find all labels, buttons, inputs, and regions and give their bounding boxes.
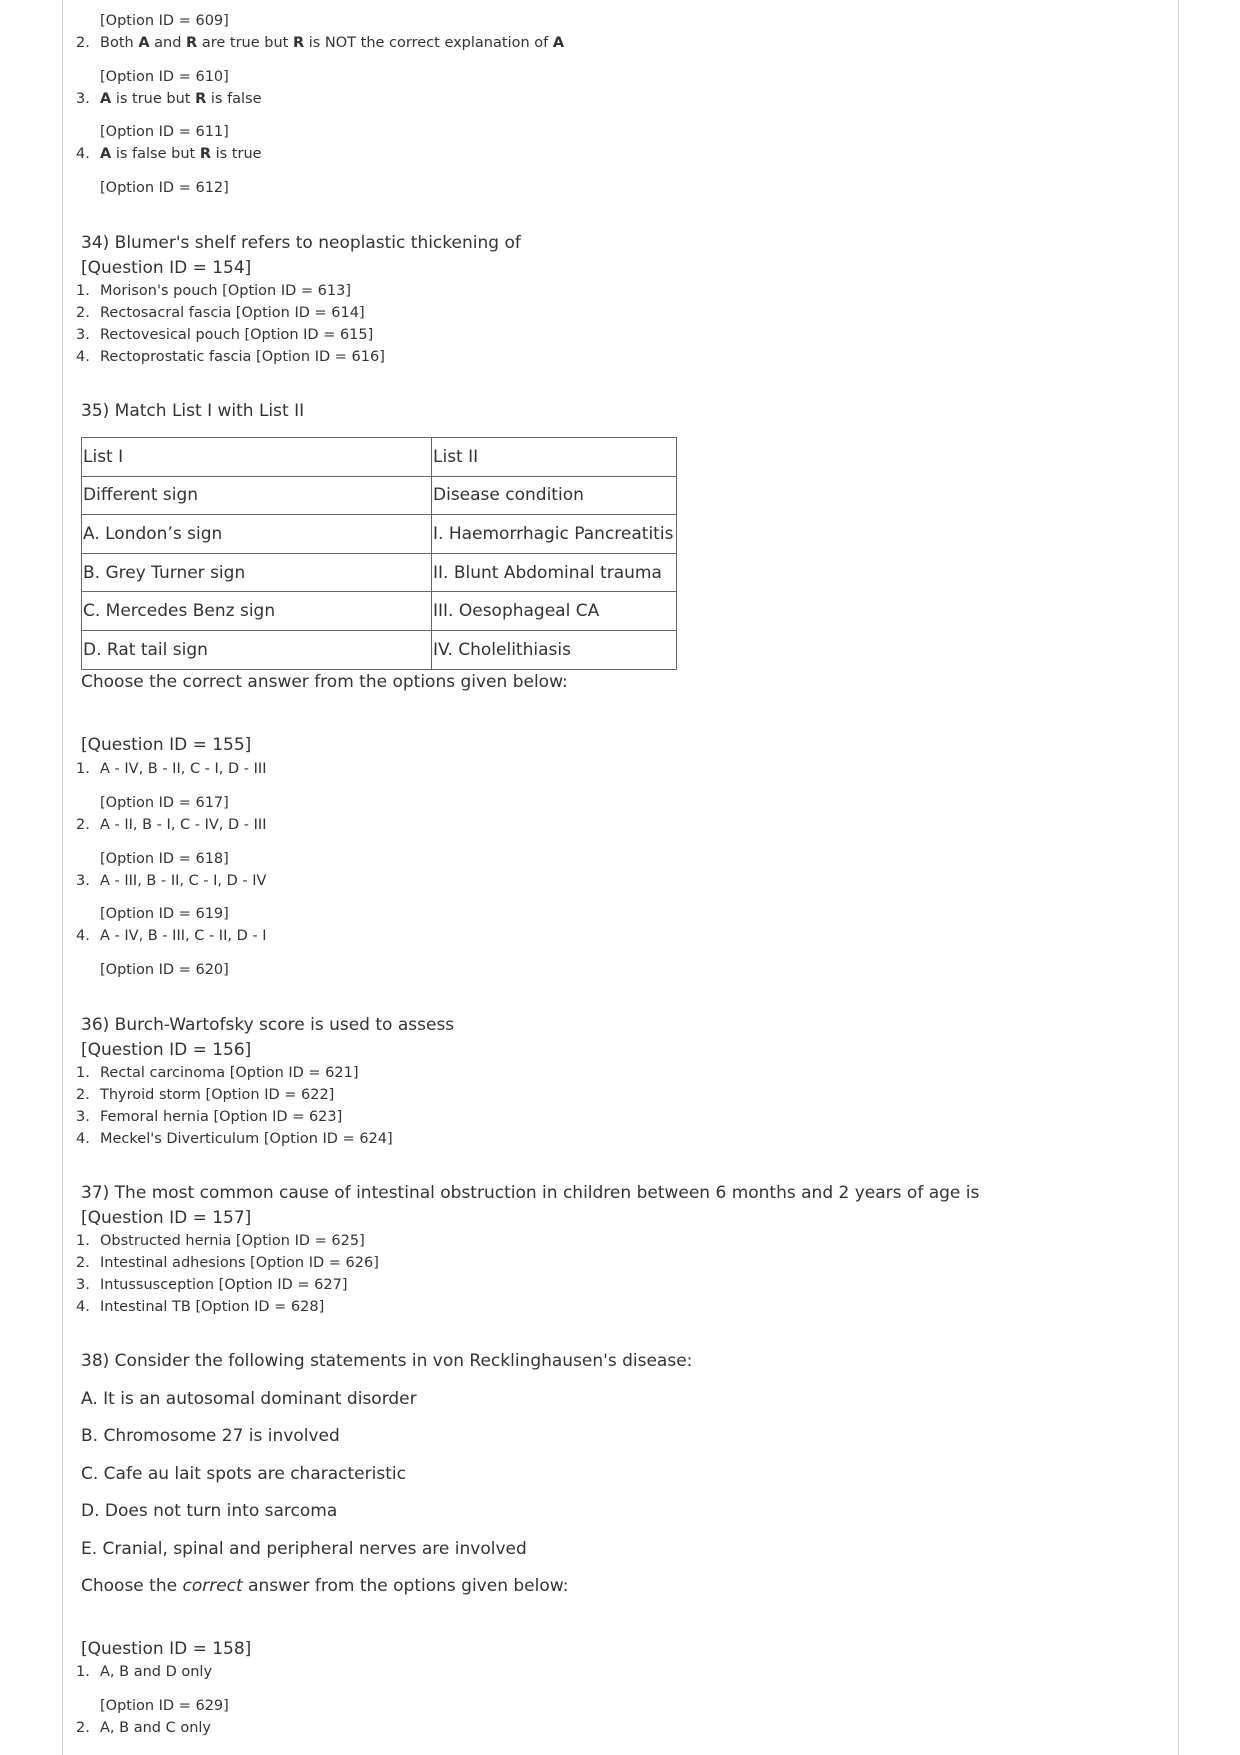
option-number: 3.	[76, 873, 90, 889]
option-text: Obstructed hernia [Option ID = 625]	[100, 1233, 365, 1249]
option-row[interactable]	[76, 1720, 211, 1736]
question-title: 35) Match List I with List II	[81, 401, 305, 421]
option-text: Rectoprostatic fascia [Option ID = 616]	[100, 349, 385, 365]
statement: A. It is an autosomal dominant disorder	[81, 1389, 417, 1409]
table-row	[82, 553, 677, 592]
option-text: A, B and D only	[100, 1664, 213, 1680]
option-number: 2.	[76, 1087, 90, 1103]
table-row	[82, 438, 677, 477]
statement: D. Does not turn into sarcoma	[81, 1501, 338, 1521]
question-id: [Question ID = 158]	[81, 1639, 252, 1659]
option-id: [Option ID = 617]	[100, 795, 229, 811]
table-cell: B. Grey Turner sign	[82, 553, 432, 592]
table-cell: III. Oesophageal CA	[432, 592, 677, 631]
question-id: [Question ID = 156]	[81, 1040, 252, 1060]
table-cell: A. London’s sign	[82, 515, 432, 554]
option-row[interactable]	[76, 91, 262, 107]
option-row[interactable]	[76, 146, 262, 162]
table-cell: Different sign	[82, 476, 432, 515]
option-id: [Option ID = 619]	[100, 906, 229, 922]
bold-segment: R	[186, 35, 198, 51]
question-id: [Question ID = 154]	[81, 258, 252, 278]
bold-segment: R	[195, 91, 207, 107]
table-row	[82, 515, 677, 554]
option-text: Intestinal adhesions [Option ID = 626]	[100, 1255, 379, 1271]
option-text: Rectal carcinoma [Option ID = 621]	[100, 1065, 359, 1081]
option-text: A - IV, B - II, C - I, D - III	[100, 761, 267, 777]
option-row[interactable]	[76, 928, 266, 944]
option-row[interactable]	[76, 873, 266, 889]
option-number: 2.	[76, 1255, 90, 1271]
option-id: [Option ID = 629]	[100, 1698, 229, 1714]
option-number: 3.	[76, 1277, 90, 1293]
instruction-text: Choose the correct answer from the options given below:	[81, 672, 568, 692]
option-number: 3.	[76, 1109, 90, 1125]
text-segment: is NOT the correct explanation of	[304, 35, 553, 51]
statement: B. Chromosome 27 is involved	[81, 1426, 340, 1446]
question-id: [Question ID = 155]	[81, 735, 252, 755]
option-text: A - III, B - II, C - I, D - IV	[100, 873, 267, 889]
table-cell: List II	[432, 438, 677, 477]
option-number: 4.	[76, 928, 90, 944]
text-segment: and	[149, 35, 187, 51]
table-cell: C. Mercedes Benz sign	[82, 592, 432, 631]
table-cell: I. Haemorrhagic Pancreatitis	[432, 515, 677, 554]
option-number: 1.	[76, 1065, 90, 1081]
option-number: 4.	[76, 1131, 90, 1147]
table-row	[82, 630, 677, 669]
table-row	[82, 592, 677, 631]
option-number: 1.	[76, 1664, 90, 1680]
statement: C. Cafe au lait spots are characteristic	[81, 1464, 406, 1484]
option-id: [Option ID = 609]	[100, 13, 229, 29]
table-cell: II. Blunt Abdominal trauma	[432, 553, 677, 592]
option-row[interactable]	[76, 1131, 393, 1147]
instruction-emphasis: correct	[182, 1576, 243, 1596]
option-row[interactable]	[76, 1664, 212, 1680]
bold-segment: A	[138, 35, 150, 51]
question-title: 34) Blumer's shelf refers to neoplastic thickening of	[81, 233, 521, 253]
option-id: [Option ID = 612]	[100, 180, 229, 196]
option-number: 2.	[76, 305, 90, 321]
option-text	[100, 146, 262, 162]
option-id: [Option ID = 618]	[100, 851, 229, 867]
instruction-text	[81, 1576, 568, 1596]
bold-segment: R	[199, 146, 211, 162]
option-text: Intussusception [Option ID = 627]	[100, 1277, 348, 1293]
option-number: 2.	[76, 35, 90, 51]
option-row[interactable]	[76, 1255, 379, 1271]
option-number: 1.	[76, 1233, 90, 1249]
statement: E. Cranial, spinal and peripheral nerves are involved	[81, 1539, 527, 1559]
question-title: 36) Burch-Wartofsky score is used to assess	[81, 1015, 455, 1035]
option-text: Meckel's Diverticulum [Option ID = 624]	[100, 1131, 393, 1147]
option-text	[100, 35, 564, 51]
option-text: Thyroid storm [Option ID = 622]	[100, 1087, 335, 1103]
text-segment: is false	[206, 91, 262, 107]
option-number: 1.	[76, 761, 90, 777]
option-id: [Option ID = 610]	[100, 69, 229, 85]
question-title: 38) Consider the following statements in von Recklinghausen's disease:	[81, 1351, 693, 1371]
option-text: Femoral hernia [Option ID = 623]	[100, 1109, 343, 1125]
option-text: Intestinal TB [Option ID = 628]	[100, 1299, 325, 1315]
option-number: 4.	[76, 349, 90, 365]
table-cell: IV. Cholelithiasis	[432, 630, 677, 669]
option-number: 2.	[76, 1720, 90, 1736]
instruction-pre: Choose the	[81, 1576, 183, 1596]
option-id: [Option ID = 620]	[100, 962, 229, 978]
option-row[interactable]	[76, 1299, 324, 1315]
option-row[interactable]	[76, 1109, 342, 1125]
option-row[interactable]	[76, 283, 351, 299]
text-segment: Both	[100, 35, 139, 51]
option-row[interactable]	[76, 1233, 365, 1249]
option-row[interactable]	[76, 1065, 359, 1081]
bold-segment: A	[100, 91, 112, 107]
option-number: 4.	[76, 146, 90, 162]
option-number: 4.	[76, 1299, 90, 1315]
option-row[interactable]	[76, 1277, 347, 1293]
option-number: 3.	[76, 327, 90, 343]
option-text: A, B and C only	[100, 1720, 211, 1736]
option-text	[100, 91, 262, 107]
option-number: 3.	[76, 91, 90, 107]
bold-segment: A	[552, 35, 565, 51]
option-text: A - II, B - I, C - IV, D - III	[100, 817, 267, 833]
text-segment: are true but	[197, 35, 293, 51]
bold-segment: A	[100, 146, 112, 162]
match-table	[81, 437, 677, 670]
table-cell: Disease condition	[432, 476, 677, 515]
option-text: Rectovesical pouch [Option ID = 615]	[100, 327, 374, 343]
option-row[interactable]	[76, 817, 266, 833]
option-text: A - IV, B - III, C - II, D - I	[100, 928, 267, 944]
option-row[interactable]	[76, 35, 564, 51]
text-segment: is true but	[111, 91, 196, 107]
option-row[interactable]	[76, 349, 385, 365]
option-row[interactable]	[76, 761, 266, 777]
table-cell: List I	[82, 438, 432, 477]
option-text: Morison's pouch [Option ID = 613]	[100, 283, 351, 299]
option-row[interactable]	[76, 305, 365, 321]
option-number: 2.	[76, 817, 90, 833]
bold-segment: R	[292, 35, 305, 51]
question-id: [Question ID = 157]	[81, 1208, 252, 1228]
question-title: 37) The most common cause of intestinal obstruction in children between 6 months and 2 years of age is	[81, 1183, 980, 1203]
option-row[interactable]	[76, 1087, 334, 1103]
text-segment: is false but	[111, 146, 200, 162]
option-number: 1.	[76, 283, 90, 299]
option-id: [Option ID = 611]	[100, 124, 229, 140]
instruction-post: answer from the options given below:	[242, 1576, 569, 1596]
option-row[interactable]	[76, 327, 373, 343]
table-row	[82, 476, 677, 515]
table-cell: D. Rat tail sign	[82, 630, 432, 669]
text-segment: is true	[211, 146, 262, 162]
option-text: Rectosacral fascia [Option ID = 614]	[100, 305, 365, 321]
